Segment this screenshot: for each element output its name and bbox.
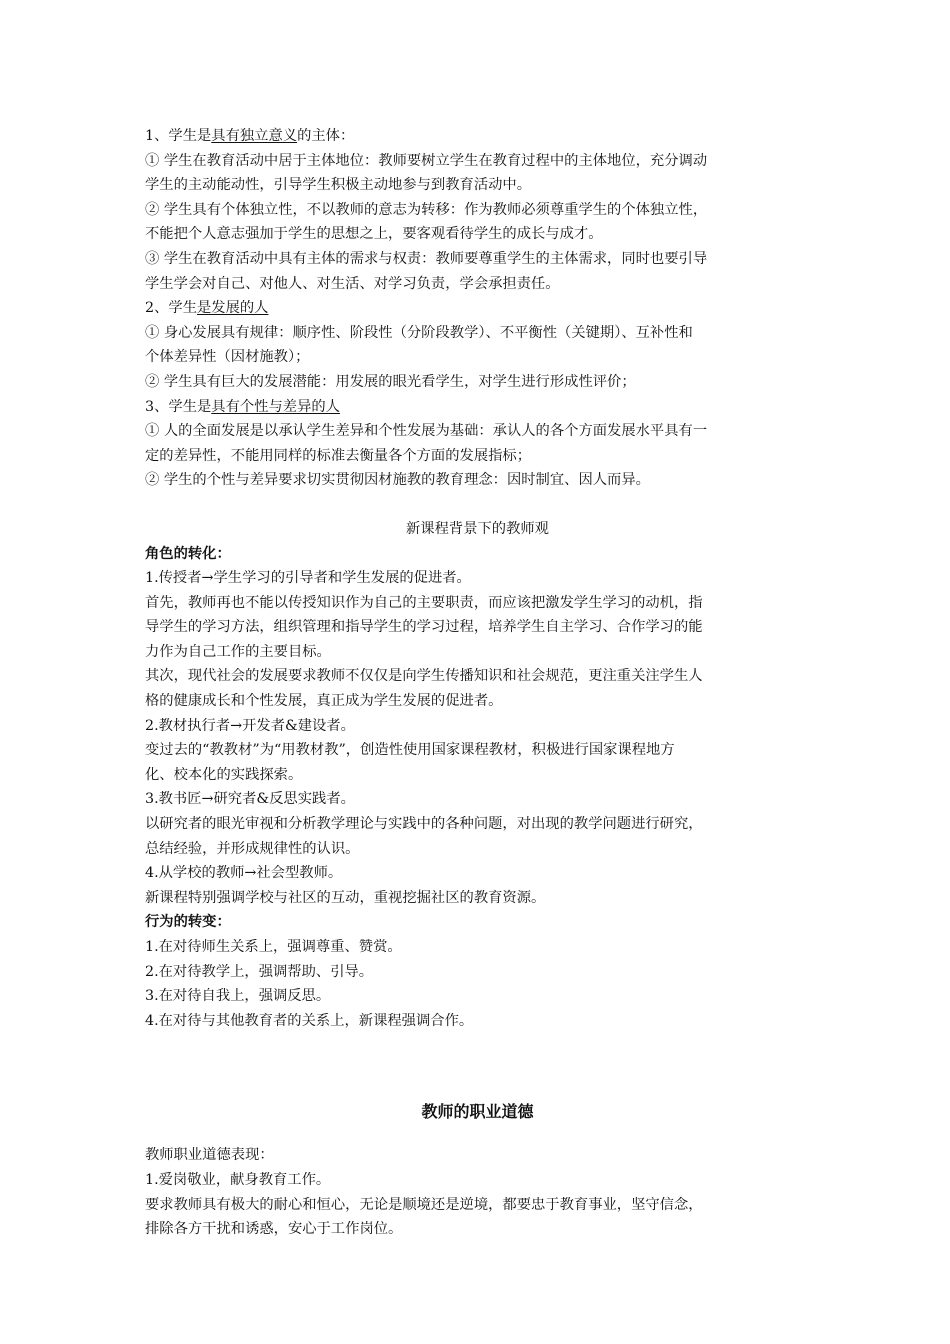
underlined-term: 是发展的人 xyxy=(197,300,269,317)
text-line: 导学生的学习方法，组织管理和指导学生的学习过程，培养学生自主学习、合作学习的能 xyxy=(145,619,703,636)
text-line: 1.传授者→学生学习的引导者和学生发展的促进者。 xyxy=(145,570,471,587)
text-line: 总结经验，并形成规律性的认识。 xyxy=(145,840,360,857)
point-3-heading: 3、学生是具有个性与差异的人 xyxy=(145,398,340,415)
text-line: 教师职业道德表现： xyxy=(145,1147,274,1164)
underlined-term: 具有独立意义 xyxy=(211,128,298,144)
section-teacher-view xyxy=(145,517,810,1033)
text-line: 4.在对待与其他教育者的关系上，新课程强调合作。 xyxy=(145,1012,474,1029)
text-line: 个体差异性（因材施教）； xyxy=(145,349,310,366)
subheading-behavior-change: 行为的转变： xyxy=(145,914,231,931)
spacer xyxy=(145,493,810,517)
section-title: 新课程背景下的教师观 xyxy=(406,520,549,537)
text-line: 1.在对待师生关系上，强调尊重、赞赏。 xyxy=(145,939,402,955)
text-line: ① 学生在教育活动中居于主体地位：教师要树立学生在教育过程中的主体地位，充分调动 xyxy=(145,152,708,169)
text-line: 学生的主动能动性，引导学生积极主动地参与到教育活动中。 xyxy=(145,177,532,194)
text-line: ② 学生具有巨大的发展潜能：用发展的眼光看学生，对学生进行形成性评价； xyxy=(145,373,636,390)
text-line: 格的健康成长和个性发展，真正成为学生发展的促进者。 xyxy=(145,693,503,710)
point-2-heading: 2、学生是发展的人 xyxy=(145,300,269,317)
section-teacher-ethics xyxy=(145,1097,810,1241)
section-student-view xyxy=(145,124,810,493)
text-line: 变过去的“教教材”为“用教材教”，创造性使用国家课程教材，积极进行国家课程地方 xyxy=(145,742,675,759)
text-line: ② 学生具有个体独立性，不以教师的意志为转移：作为教师必须尊重学生的个体独立性， xyxy=(145,201,708,218)
text-line: 新课程特别强调学校与社区的互动，重视挖掘社区的教育资源。 xyxy=(145,889,546,906)
text-line: 力作为自己工作的主要目标。 xyxy=(145,643,331,660)
subheading-role-change: 角色的转化： xyxy=(145,545,231,562)
text-line: 其次，现代社会的发展要求教师不仅仅是向学生传播知识和社会规范，更注重关注学生人 xyxy=(145,668,703,685)
text-line: 3.教书匠→研究者&反思实践者。 xyxy=(145,791,355,808)
text-line: 首先，教师再也不能以传授知识作为自己的主要职责，而应该把激发学生学习的动机，指 xyxy=(145,594,703,611)
document-page xyxy=(145,124,810,1242)
text-line: 以研究者的眼光审视和分析教学理论与实践中的各种问题，对出现的教学问题进行研究， xyxy=(145,816,703,833)
underlined-term: 具有个性与差异的人 xyxy=(211,398,340,415)
spacer xyxy=(145,1033,810,1081)
text-line: 2.教材执行者→开发者&建设者。 xyxy=(145,717,355,734)
text-line: 要求教师具有极大的耐心和恒心，无论是顺境还是逆境，都要忠于教育事业，坚守信念， xyxy=(145,1196,703,1213)
text-line: 3.在对待自我上，强调反思。 xyxy=(145,988,331,1005)
text-line: ③ 学生在教育活动中具有主体的需求与权责：教师要尊重学生的主体需求，同时也要引导 xyxy=(145,250,708,267)
text-line: 学生学会对自己、对他人、对生活、对学习负责，学会承担责任。 xyxy=(145,275,560,292)
text-line: ② 学生的个性与差异要求切实贯彻因材施教的教育理念：因时制宜、因人而异。 xyxy=(145,472,650,489)
text-line: 化、校本化的实践探索。 xyxy=(145,766,303,783)
section-title: 教师的职业道德 xyxy=(421,1102,534,1122)
text-line: 不能把个人意志强加于学生的思想之上，要客观看待学生的成长与成才。 xyxy=(145,226,603,243)
text-line: ① 人的全面发展是以承认学生差异和个性发展为基础：承认人的各个方面发展水平具有一 xyxy=(145,423,708,440)
text-line: ① 身心发展具有规律：顺序性、阶段性（分阶段教学）、不平衡性（关键期）、互补性和 xyxy=(145,324,693,341)
text-line: 排除各方干扰和诱惑，安心于工作岗位。 xyxy=(145,1221,403,1238)
point-1-heading: 1、学生是具有独立意义的主体： xyxy=(145,128,355,144)
text-line: 定的差异性，不能用同样的标准去衡量各个方面的发展指标； xyxy=(145,447,532,464)
text-line: 1.爱岗敬业，献身教育工作。 xyxy=(145,1171,331,1188)
text-line: 4.从学校的教师→社会型教师。 xyxy=(145,865,343,882)
text-line: 2.在对待教学上，强调帮助、引导。 xyxy=(145,963,374,980)
